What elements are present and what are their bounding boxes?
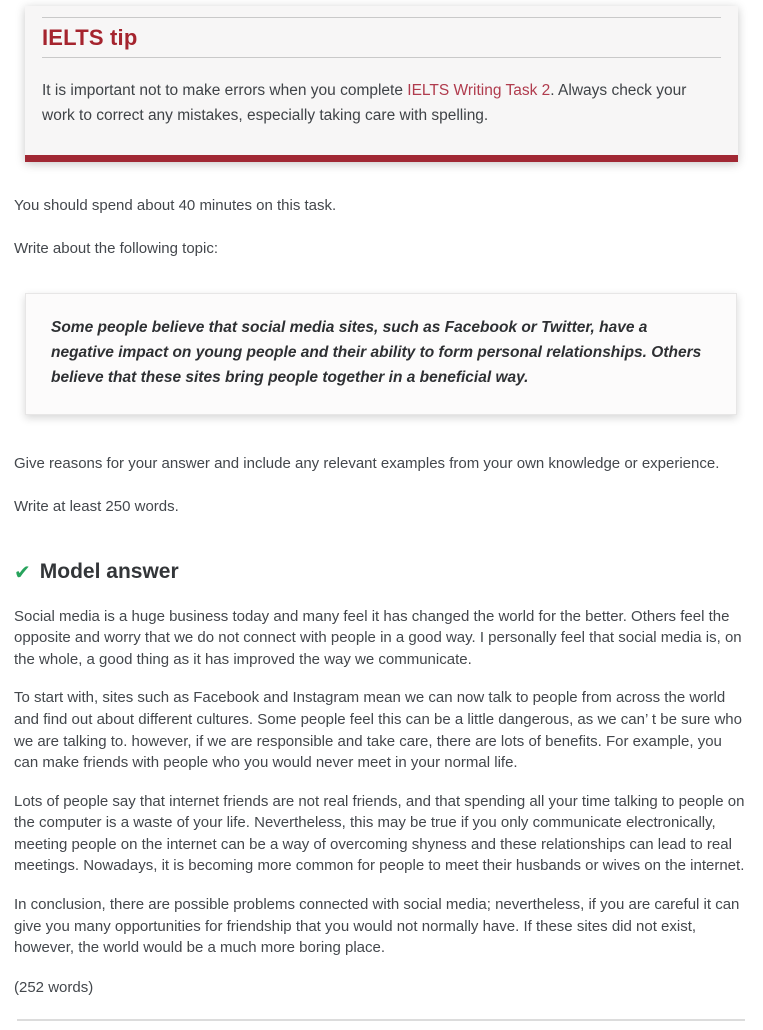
ielts-tip-box (25, 6, 738, 162)
model-answer-paragraph: To start with, sites such as Facebook and Instagram mean we can now talk to people from across the world and find out about different cultures. Some people feel this can be a little dangerous, as we can’ t be sure who we are talking to. however, if we are responsible and take care, there are lots of benefits. For example, you can make friends with people who you would never meet in your normal life. (14, 689, 742, 772)
word-limit-instruction: Write at least 250 words. (14, 497, 179, 515)
model-answer-paragraph: In conclusion, there are possible problems connected with social media; nevertheless, if you are careful it can give you many opportunities for friendship that you would not normally have. If these sites did not exist, however, the world would be a much more boring place. (14, 896, 740, 957)
page (0, 6, 763, 1030)
topic-intro: Write about the following topic: (14, 239, 219, 257)
tip-text-before: It is important not to make errors when you complete (42, 82, 408, 99)
spend-time-instruction: You should spend about 40 minutes on this task. (14, 197, 337, 215)
tip-text-after: . Always check your work to correct any mistakes, especially taking care with spelling. (42, 82, 687, 125)
model-answer-paragraph: Lots of people say that internet friends are not real friends, and that spending all your time talking to people on the computer is a waste of your life. Nevertheless, this may be true if you only communicate electronically, meeting people on the internet can be a way of overcoming shyness and these relationships can lead to real meetings. Nowadays, it is becoming more common for people to meet their husbands or wives on the internet. (14, 792, 745, 875)
essay-topic-text: Some people believe that social media sites, such as Facebook or Twitter, have a negative impact on young people and their ability to form personal relationships. Others believe that these sites bring people together in a beneficial way. (51, 318, 702, 386)
essay-topic-box (25, 293, 737, 415)
tip-text (42, 78, 721, 155)
divider (42, 57, 721, 58)
check-icon: ✔ (14, 561, 31, 584)
give-reasons-instruction: Give reasons for your answer and include any relevant examples from your own knowledge or experience. (14, 455, 720, 473)
model-answer-heading-label: Model answer (39, 560, 179, 584)
next-section-top-edge (17, 1019, 745, 1022)
ielts-writing-task-2-link[interactable]: IELTS Writing Task 2 (407, 82, 551, 99)
model-answer-paragraph: Social media is a huge business today and many feel it has changed the world for the better. Others feel the opposite and worry that we do not connect with people in a good way. I personally feel that social media is, on the whole, a good thing as it has improved the way we communicate. (14, 607, 742, 668)
word-count: (252 words) (14, 978, 94, 996)
model-answer-heading (14, 560, 749, 585)
tip-heading: IELTS tip (42, 25, 138, 50)
tip-box-top-spacer (25, 6, 738, 17)
divider (42, 17, 721, 18)
